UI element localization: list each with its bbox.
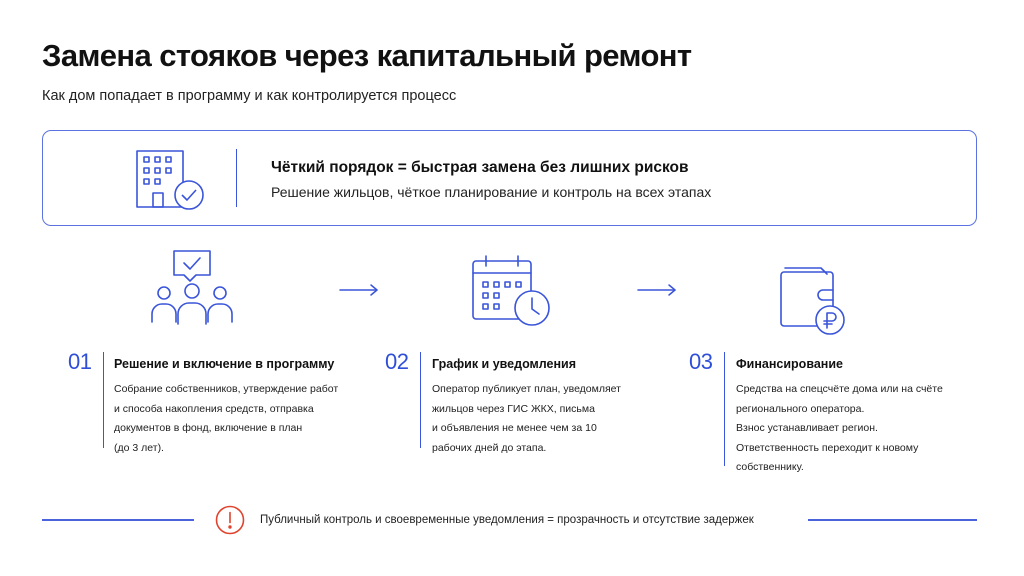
step-title: График и уведомления	[432, 357, 577, 371]
wallet-ruble-icon	[777, 260, 851, 336]
step-description	[114, 380, 338, 458]
step-title: Финансирование	[736, 357, 843, 371]
step-line: Ответственность переходит к новому	[736, 441, 919, 454]
step-description	[736, 380, 943, 478]
meeting-vote-icon	[148, 248, 236, 326]
footer-rule-right	[808, 519, 977, 521]
step-number: 03	[689, 349, 713, 374]
step-title: Решение и включение в программу	[114, 357, 335, 371]
footer-rule-left	[42, 519, 194, 521]
step-line: собственнику.	[736, 461, 804, 473]
banner-text: Решение жильцов, чёткое планирование и контроль на всех этапах	[271, 184, 712, 200]
step-line: (до 3 лет).	[114, 441, 164, 454]
warning-icon	[215, 505, 245, 535]
step-divider	[103, 352, 104, 448]
banner-divider	[236, 149, 237, 207]
step-line: и способа накопления средств, отправка	[114, 402, 314, 415]
step-line: и объявления не менее чем за 10	[432, 422, 597, 434]
step-number: 02	[385, 349, 409, 374]
building-check-icon	[133, 149, 205, 211]
step-line: Собрание собственников, утверждение работ	[114, 383, 339, 395]
step-line: Средства на спецсчёте дома или на счёте	[736, 383, 943, 395]
banner-heading: Чёткий порядок = быстрая замена без лишних рисков	[271, 159, 689, 176]
step-line: Взнос устанавливает регион.	[736, 422, 878, 434]
step-line: документов в фонд, включение в план	[114, 422, 303, 434]
page-title: Замена стояков через капитальный ремонт	[42, 38, 692, 73]
step-line: рабочих дней до этапа.	[432, 441, 547, 454]
step-number: 01	[68, 349, 92, 374]
step-description	[432, 380, 621, 458]
calendar-clock-icon	[469, 253, 555, 329]
step-line: жильцов через ГИС ЖКХ, письма	[432, 402, 595, 415]
step-line: Оператор публикует план, уведомляет	[432, 383, 621, 395]
arrow-right-icon	[636, 283, 678, 297]
page-subtitle: Как дом попадает в программу и как контролируется процесс	[42, 88, 457, 104]
step-divider	[724, 352, 725, 466]
step-divider	[420, 352, 421, 448]
step-line: регионального оператора.	[736, 402, 865, 415]
summary-banner	[42, 130, 977, 226]
footer-note: Публичный контроль и своевременные уведомления = прозрачность и отсутствие задержек	[260, 514, 754, 526]
arrow-right-icon	[338, 283, 380, 297]
